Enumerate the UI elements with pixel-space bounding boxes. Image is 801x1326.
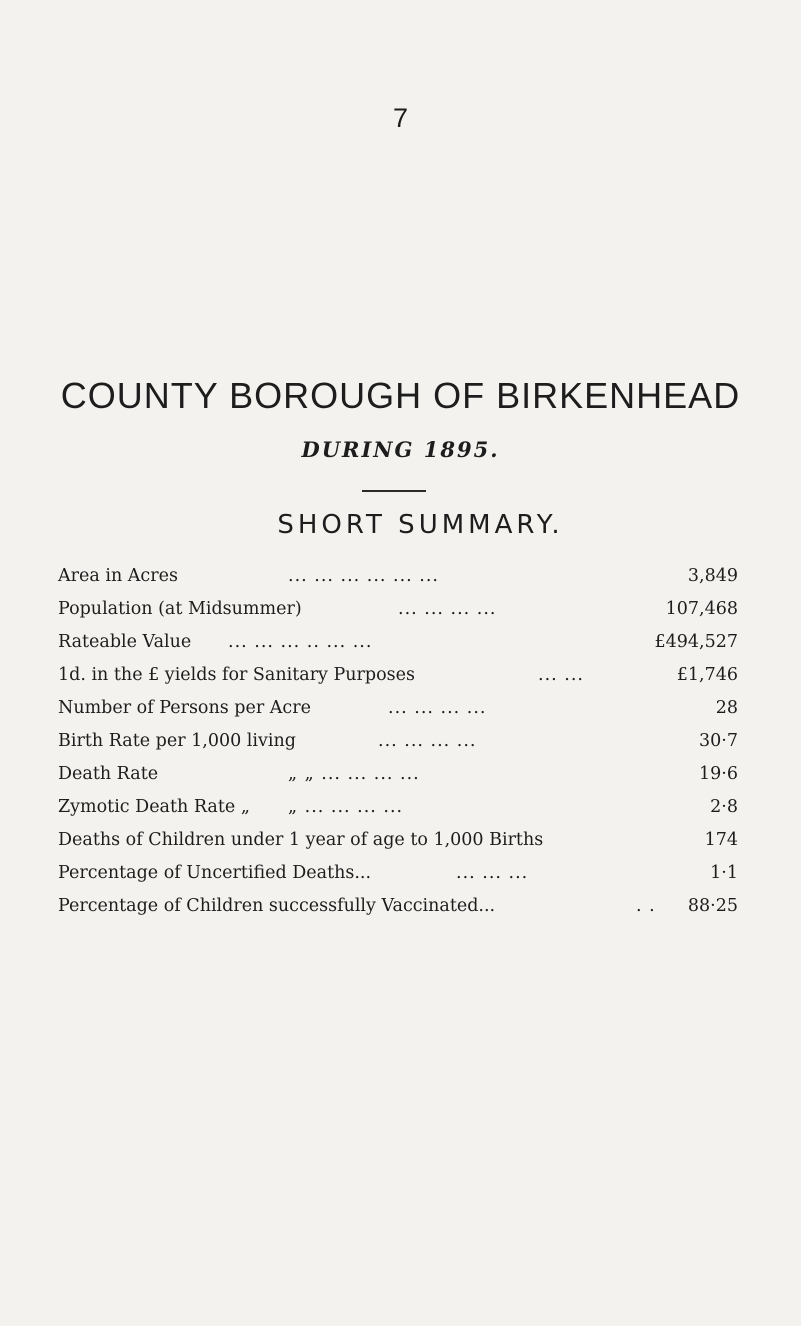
row-leader-dots: . . (636, 896, 656, 916)
row-label: Zymotic Death Rate „ (58, 797, 250, 817)
summary-row-persons-per-acre (58, 692, 738, 725)
row-leader-dots: „ ... ... ... ... (288, 797, 404, 817)
document-heading: COUNTY BOROUGH OF BIRKENHEAD (60, 375, 741, 416)
row-label: Number of Persons per Acre (58, 698, 311, 718)
row-label: Population (at Midsummer) (58, 599, 302, 619)
summary-row-vaccinated (58, 890, 738, 923)
row-label: Birth Rate per 1,000 living (58, 731, 296, 751)
row-value: 107,468 (665, 599, 738, 619)
summary-row-zymotic-death-rate (58, 791, 738, 824)
row-label: Rateable Value (58, 632, 192, 652)
summary-row-uncertified-deaths (58, 857, 738, 890)
row-value: 2·8 (710, 797, 738, 817)
row-label: Area in Acres (58, 566, 178, 586)
row-leader-dots: ... ... ... ... (398, 599, 497, 619)
row-label: 1d. in the £ yields for Sanitary Purposes (58, 665, 415, 685)
row-value: £1,746 (676, 665, 738, 685)
row-value: 30·7 (699, 731, 738, 751)
summary-row-sanitary-yield (58, 659, 738, 692)
summary-row-death-rate (58, 758, 738, 791)
row-leader-dots: ... ... ... ... (388, 698, 487, 718)
row-leader-dots: ... ... ... (456, 863, 529, 883)
row-label: Percentage of Children successfully Vaccinated... (58, 896, 496, 916)
document-subheading: DURING 1895. (301, 437, 500, 462)
row-value: 3,849 (687, 566, 738, 586)
page-number: 7 (392, 103, 409, 133)
row-value: 28 (715, 698, 738, 718)
row-value: 174 (704, 830, 738, 850)
row-value: 1·1 (710, 863, 738, 883)
row-value: 88·25 (687, 896, 738, 916)
summary-row-infant-deaths (58, 824, 738, 857)
row-label: Percentage of Uncertified Deaths... (58, 863, 372, 883)
row-label: Death Rate (58, 764, 159, 784)
row-leader-dots: ... ... ... ... ... ... (288, 566, 439, 586)
summary-row-rateable-value (58, 626, 738, 659)
row-leader-dots: ... ... ... ... (378, 731, 477, 751)
row-leader-dots: ... ... ... .. ... ... (228, 632, 373, 652)
summary-row-area (58, 560, 738, 593)
summary-title: SHORT SUMMARY. (277, 510, 564, 540)
row-value: 19·6 (699, 764, 738, 784)
row-value: £494,527 (654, 632, 738, 652)
row-leader-dots: ... ... (538, 665, 584, 685)
row-label: Deaths of Children under 1 year of age to 1,000 Births (58, 830, 544, 850)
summary-table (58, 560, 738, 923)
summary-row-population (58, 593, 738, 626)
summary-row-birth-rate (58, 725, 738, 758)
row-leader-dots: „ „ ... ... ... ... (288, 764, 420, 784)
divider-rule (362, 490, 426, 492)
